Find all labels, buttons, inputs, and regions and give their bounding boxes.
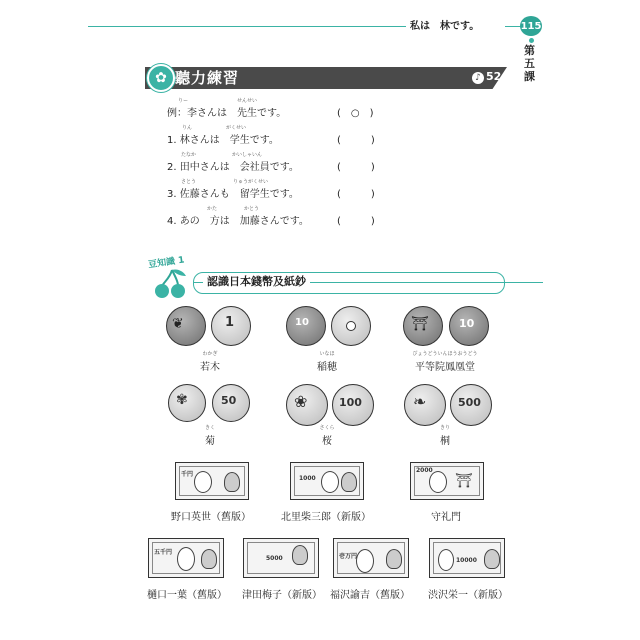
coin-caption: 若木	[200, 362, 220, 373]
exercise-text: 3. 佐藤さんも 留学生です。	[167, 189, 299, 200]
exercise-text: 2. 田中さんは 会社員です。	[167, 162, 299, 173]
bill-caption: 野口英世（舊版）	[171, 512, 251, 523]
bill-caption: 北里柴三郎（新版）	[281, 512, 371, 523]
ruby-text: わかぎ	[202, 351, 218, 357]
coin-mark: 10	[459, 317, 475, 330]
answer-mark: ○	[350, 108, 360, 119]
knowledge-label: 豆知識 1	[147, 255, 186, 271]
chrysanthemum-icon: ✾	[176, 392, 188, 408]
coin-mark: 50	[221, 394, 237, 407]
ruby-text: かとう	[244, 206, 260, 212]
ruby-text: たなか	[181, 152, 197, 158]
bill-caption: 樋口一葉（舊版）	[147, 590, 227, 601]
bill-2000	[410, 462, 484, 500]
bill-caption: 守礼門	[431, 512, 461, 523]
coin-mark: 100	[339, 396, 362, 409]
bill-10000-new	[429, 538, 505, 578]
ruby-text: かいしゃいん	[232, 152, 263, 158]
answer-box-4[interactable]: ( )	[337, 216, 375, 227]
bill-denomination: 2000	[416, 467, 433, 474]
ruby-text: さくら	[319, 425, 335, 431]
ruby-text: びょうどういんほうおうどう	[412, 351, 478, 357]
coin-caption: 桜	[322, 436, 332, 447]
bill-caption: 津田梅子（新版）	[242, 590, 322, 601]
bill-5000-new	[243, 538, 319, 578]
bill-caption: 福沢諭吉（舊版）	[330, 590, 410, 601]
bill-denomination: 1000	[299, 475, 316, 482]
ruby-text: きく	[204, 425, 215, 431]
coin-caption: 桐	[440, 436, 450, 447]
gate-icon: ⛩	[455, 473, 473, 489]
knowledge-title: 認識日本錢幣及紙鈔	[203, 273, 310, 291]
bill-denomination: 千円	[181, 471, 194, 478]
cherry-icon	[150, 268, 190, 300]
sprout-icon: ❦	[172, 316, 184, 332]
exercise-text: 1. 林さんは 学生です。	[167, 135, 279, 146]
ruby-text: せんせい	[237, 98, 258, 104]
page-number-badge: 115	[520, 16, 542, 36]
lesson-dot	[529, 38, 534, 43]
page-header-title: 私は 林です。	[410, 21, 480, 32]
coin-caption: 菊	[205, 436, 215, 447]
ruby-text: きり	[439, 425, 450, 431]
bill-caption: 渋沢栄一（新版）	[428, 590, 508, 601]
answer-box-3[interactable]: ( )	[337, 189, 375, 200]
answer-box-example[interactable]: ( ○ )	[337, 108, 374, 119]
temple-icon: ⛩	[411, 316, 429, 332]
audio-track-icon[interactable]: ♪	[472, 72, 484, 84]
flower-icon: ✿	[147, 64, 175, 92]
coin-mark: 10	[295, 317, 309, 328]
bill-denomination: 10000	[456, 557, 477, 564]
bill-10000-old	[333, 538, 409, 578]
ruby-text: りゅうがくせい	[233, 179, 269, 185]
ruby-text: いなほ	[319, 351, 335, 357]
ruby-text: さとう	[181, 179, 197, 185]
lesson-label: 第五課	[524, 44, 535, 83]
answer-box-2[interactable]: ( )	[337, 162, 375, 173]
bill-1000-old	[175, 462, 249, 500]
coin-mark: 1	[225, 315, 235, 330]
coin-hole	[346, 321, 356, 331]
section-title: 聽力練習	[175, 69, 240, 87]
audio-track-number: 52	[486, 70, 502, 83]
exercise-text: 4. あの 方は 加藤さんです。	[167, 216, 309, 227]
ruby-text: りー	[178, 98, 189, 104]
bill-5000-old	[148, 538, 224, 578]
ruby-text: がくせい	[226, 125, 247, 131]
header-rule	[88, 26, 406, 27]
bill-denomination: 5000	[266, 555, 283, 562]
ruby-text: かた	[207, 206, 218, 212]
ruby-text: りん	[182, 125, 193, 131]
bill-denomination: 壱万円	[339, 553, 358, 560]
exercise-text: 例：李さんは 先生です。	[167, 108, 287, 119]
cherry-blossom-icon: ❀	[294, 392, 308, 411]
coin-caption: 稲穂	[317, 362, 337, 373]
answer-box-1[interactable]: ( )	[337, 135, 375, 146]
coin-mark: 500	[458, 396, 481, 409]
coin-caption: 平等院鳳凰堂	[415, 362, 475, 373]
paulownia-icon: ❧	[413, 392, 427, 411]
bill-1000-new	[290, 462, 364, 500]
bill-denomination: 五千円	[154, 549, 173, 556]
